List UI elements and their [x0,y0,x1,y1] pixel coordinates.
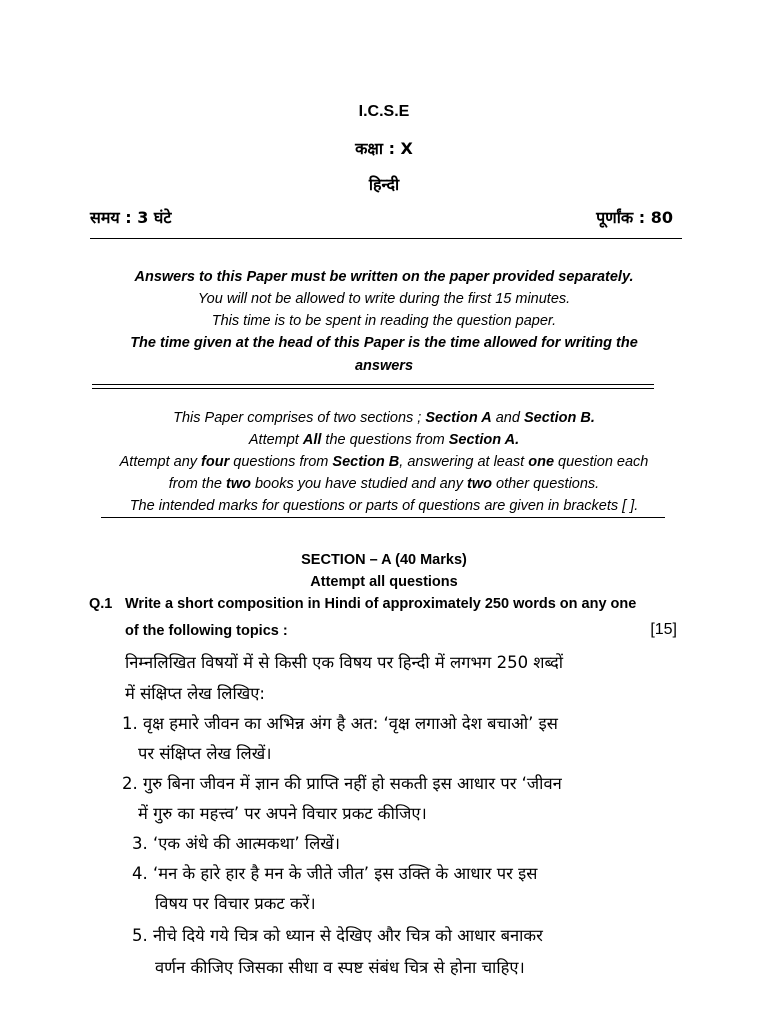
paper-info-line-4: from the two books you have studied and any two other questions. [168,476,600,492]
paper-info-line-1: This Paper comprises of two sections ; Section A and Section B. [173,410,595,426]
topic-4: 4. ‘मन के हारे हार है मन के जीते जीत’ इस उक्ति के आधार पर इस [132,864,538,883]
double-rule-top [92,384,654,385]
paper-info-line-2: Attempt All the questions from Section A. [248,432,520,448]
q1-hindi-line-2: में संक्षिप्त लेख लिखिए: [125,684,265,703]
header-divider [90,238,682,239]
paper-info-line-3: Attempt any four questions from Section B, answering at least one question each [119,454,649,470]
double-rule-bottom [92,388,654,389]
topic-4-cont: विषय पर विचार प्रकट करें। [155,894,316,913]
section-a-title: SECTION – A (40 Marks) [301,552,467,568]
q1-hindi-line-1: निम्नलिखित विषयों में से किसी एक विषय पर हिन्दी में लगभग 250 शब्दों [125,653,564,672]
instruction-line-2: You will not be allowed to write during the first 15 minutes. [197,291,571,307]
paper-info-line-5: The intended marks for questions or parts of questions are given in brackets [ ]. [129,498,639,514]
q1-text-line-1: Write a short composition in Hindi of approximately 250 words on any one [125,596,637,612]
class-line: कक्षा : X [355,139,413,158]
paper-info-underline [101,517,665,518]
subject-title: हिन्दी [368,175,400,194]
instruction-line-5: answers [354,358,414,374]
time-allowed: समय : 3 घंटे [90,208,172,227]
topic-2-cont: में गुरु का महत्त्व’ पर अपने विचार प्रकट कीजिए। [138,804,427,823]
q1-text-line-2: of the following topics : [125,623,288,639]
topic-5-cont: वर्णन कीजिए जिसका सीधा व स्पष्ट संबंध चित्र से होना चाहिए। [155,958,525,977]
max-marks: पूर्णांक : 80 [596,208,673,227]
board-name: I.C.S.E [358,103,410,120]
instruction-line-1: Answers to this Paper must be written on the paper provided separately. [134,269,634,285]
topic-1-cont: पर संक्षिप्त लेख लिखें। [138,744,272,763]
topic-1: 1. वृक्ष हमारे जीवन का अभिन्न अंग है अत: ‘वृक्ष लगाओ देश बचाओ’ इस [122,714,558,733]
topic-3: 3. ‘एक अंधे की आत्मकथा’ लिखें। [132,834,341,853]
topic-2: 2. गुरु बिना जीवन में ज्ञान की प्राप्ति नहीं हो सकती इस आधार पर ‘जीवन [122,774,562,793]
topic-5: 5. नीचे दिये गये चित्र को ध्यान से देखिए और चित्र को आधार बनाकर [132,926,543,945]
instruction-line-4: The time given at the head of this Paper is the time allowed for writing the [130,335,638,351]
section-a-subtitle: Attempt all questions [310,574,458,590]
q1-number: Q.1 [89,596,113,612]
q1-marks: [15] [650,621,677,638]
instruction-line-3: This time is to be spent in reading the question paper. [211,313,557,329]
